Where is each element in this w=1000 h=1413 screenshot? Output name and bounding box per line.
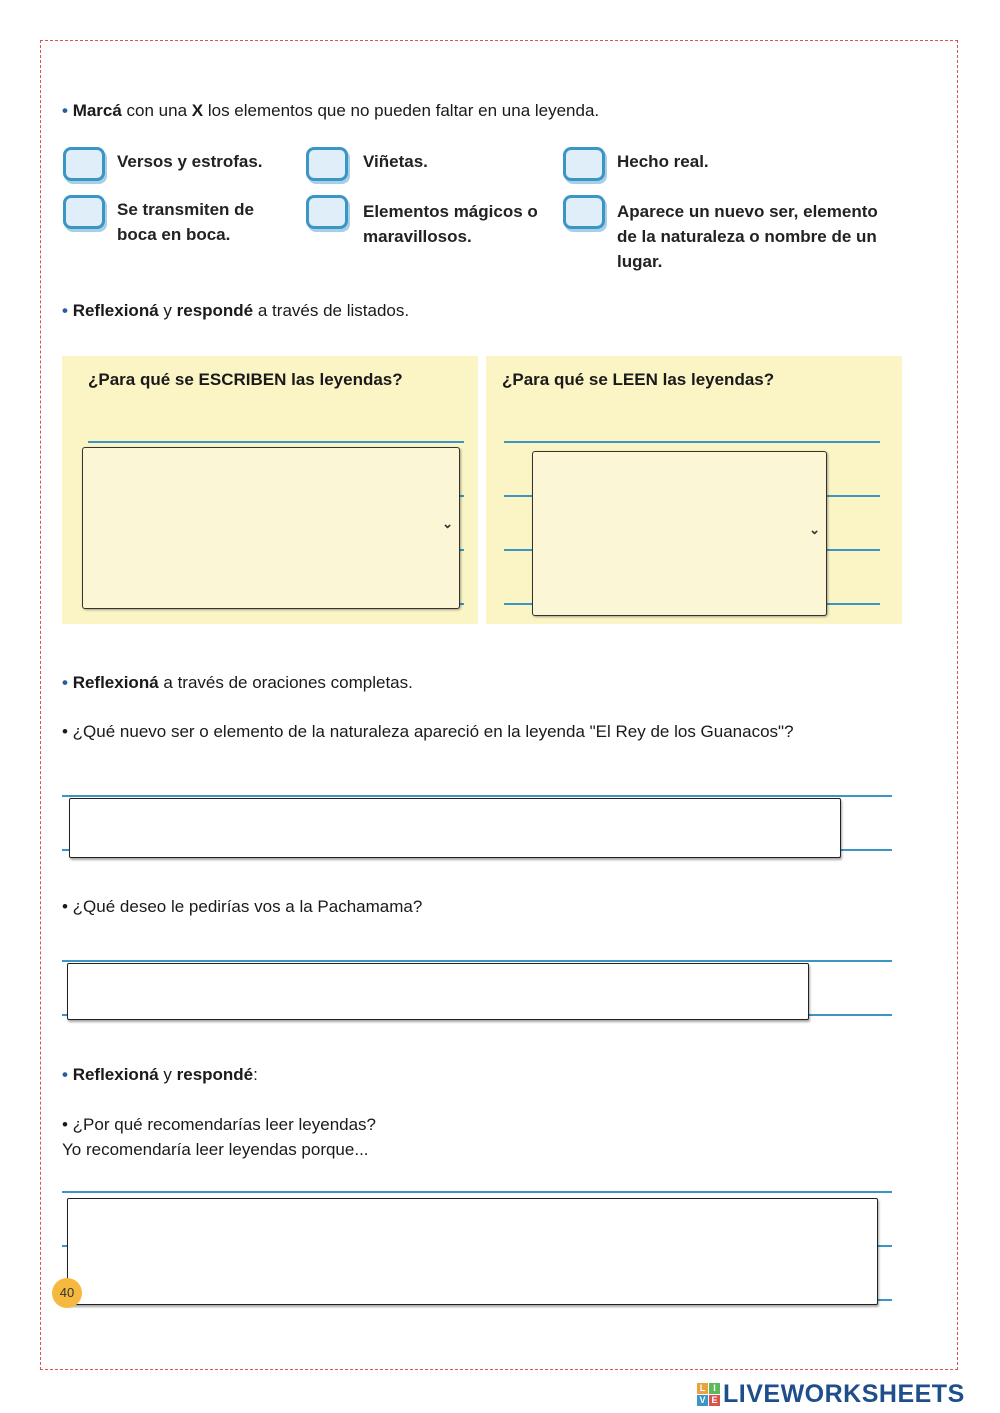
brand-mark-icon: L I V E — [697, 1383, 720, 1406]
checkbox-nuevo-ser[interactable] — [563, 195, 605, 229]
brand-text: LIVEWORKSHEETS — [723, 1380, 965, 1408]
option-label-hecho-real: Hecho real. — [617, 152, 709, 171]
checkbox-elementos-magicos[interactable] — [306, 195, 348, 229]
checkbox-vinetas[interactable] — [306, 147, 348, 181]
dropdown-leen[interactable] — [532, 451, 827, 616]
checkbox-hecho-real[interactable] — [563, 147, 605, 181]
answer-input-rey-guanacos[interactable] — [69, 798, 841, 858]
option-label-nuevo-ser: Aparece un nuevo ser, elemento de la naturaleza o nombre de un lugar. — [617, 202, 878, 271]
answer-input-recomendar[interactable] — [67, 1198, 878, 1305]
dropdown-escriben[interactable] — [82, 447, 460, 609]
answer-line — [88, 441, 464, 443]
option-label-vinetas: Viñetas. — [363, 152, 428, 171]
panel-escriben — [62, 356, 478, 624]
checkbox-boca-en-boca[interactable] — [63, 195, 105, 229]
checkbox-versos[interactable] — [63, 147, 105, 181]
question-rey-guanacos: • ¿Qué nuevo ser o elemento de la naturaleza apareció en la leyenda "El Rey de los Guanacos"? — [62, 722, 794, 741]
chevron-down-icon: ⌄ — [442, 516, 453, 531]
question-recomendar: • ¿Por qué recomendarías leer leyendas? — [62, 1115, 377, 1134]
panel-title-escriben: ¿Para qué se ESCRIBEN las leyendas? — [88, 370, 403, 389]
prompt-recomendar: Yo recomendaría leer leyendas porque... — [62, 1140, 369, 1159]
option-label-elementos-magicos: Elementos mágicos o maravillosos. — [363, 202, 538, 246]
chevron-down-icon: ⌄ — [809, 522, 820, 537]
question-pachamama: • ¿Qué deseo le pedirías vos a la Pachamama? — [62, 897, 423, 916]
instruction-listados: • Reflexioná y respondé a través de listados. — [62, 301, 410, 320]
answer-line — [62, 1191, 892, 1193]
answer-line — [62, 795, 892, 797]
brand-logo[interactable] — [697, 1380, 965, 1409]
panel-leen — [486, 356, 902, 624]
instruction-mark: • Marcá con una X los elementos que no pueden faltar en una leyenda. — [62, 101, 600, 120]
panel-title-leen: ¿Para qué se LEEN las leyendas? — [502, 370, 775, 389]
answer-line — [62, 960, 892, 962]
instruction-respondé: • Reflexioná y respondé: — [62, 1065, 258, 1084]
answer-input-pachamama[interactable] — [67, 963, 809, 1020]
instruction-oraciones: • Reflexioná a través de oraciones completas. — [62, 673, 413, 692]
answer-line — [504, 441, 880, 443]
option-label-versos: Versos y estrofas. — [117, 152, 263, 171]
option-label-boca-en-boca: Se transmiten de boca en boca. — [117, 200, 254, 244]
page-number: 40 — [52, 1278, 82, 1308]
